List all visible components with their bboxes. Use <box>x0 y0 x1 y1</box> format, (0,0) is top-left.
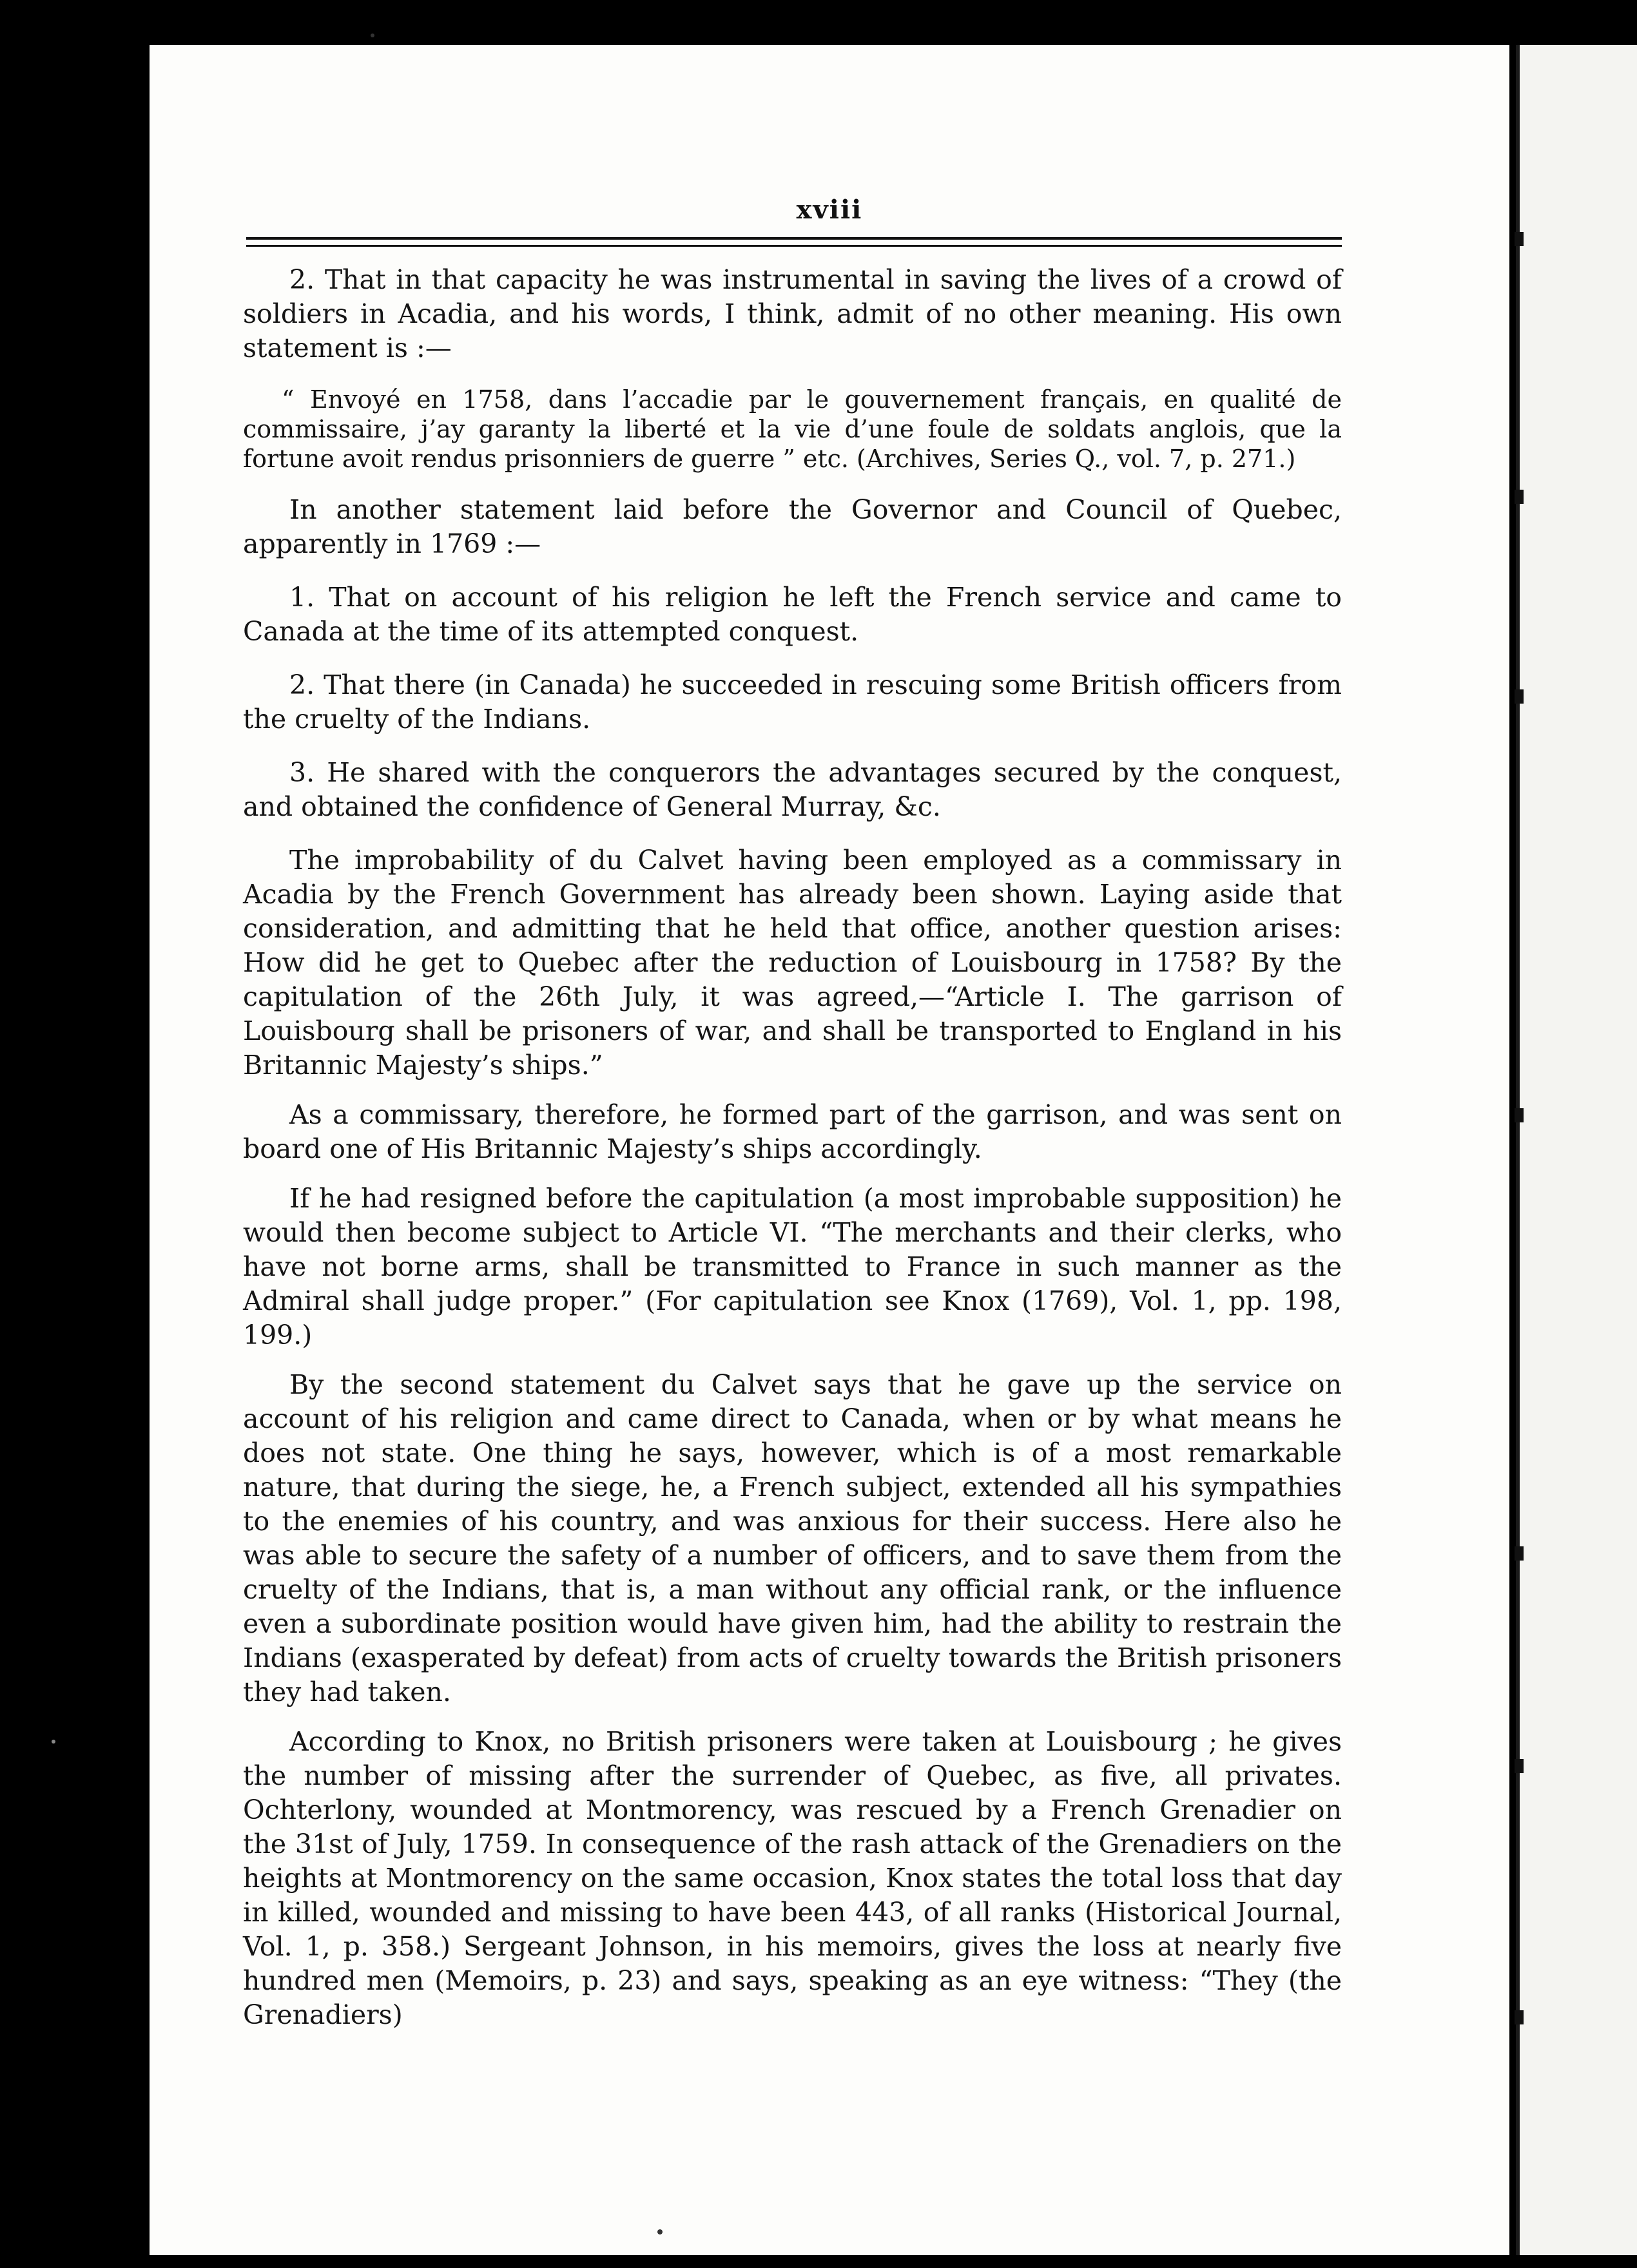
header-rule-bottom <box>246 245 1342 247</box>
body-text <box>243 263 1342 2048</box>
list-item: 3. He shared with the conquerors the advantages secured by the conquest, and obtained the confidence of General Murray, &c. <box>243 757 1342 822</box>
binding-mark <box>1515 689 1524 704</box>
binding-mark <box>1515 2010 1524 2024</box>
paragraph: By the second statement du Calvet says that he gave up the service on account of his religion and came direct to Canada, when or by what means he does not state. One thing he says, however, which is of a most remarkable nature, that during the siege, he, a French subject, extended all his sympathies to the enemies of his country, and was anxious for their success. Here also he was able to secure the safety of a number of officers, and to save them from the cruelty of the Indians, that is, a man without any official rank, or the influence even a subordinate position would have given him, had the ability to restrain the Indians (exasperated by defeat) from acts of cruelty towards the British prisoners they had taken. <box>243 1369 1342 1707</box>
header-rule-top <box>246 237 1342 240</box>
paragraph: 2. That in that capacity he was instrumental in saving the lives of a crowd of soldiers in Acadia, and his words, I think, admit of no other meaning. His own statement is :— <box>243 264 1342 363</box>
paragraph: As a commissary, therefore, he formed part of the garrison, and was sent on board one of His Britannic Majesty’s ships accordingly. <box>243 1099 1342 1164</box>
block-quote: “ Envoyé en 1758, dans l’accadie par le gouvernement français, en qualité de commissaire, j’ay garanty la liberté et la vie d’une foule de soldats anglois, que la fortune avoit rendus prisonniers de guerre ” etc. (Archives, Series Q., vol. 7, p. 271.) <box>243 385 1342 473</box>
binding-mark <box>1515 1759 1524 1773</box>
list-item: 2. That there (in Canada) he succeeded in rescuing some British officers from the cruelty of the Indians. <box>243 669 1342 735</box>
paragraph: If he had resigned before the capitulation (a most improbable supposition) he would then become subject to Article VI. “The merchants and their clerks, who have not borne arms, shall be transmitted to France in such manner as the Admiral shall judge proper.” (For capitulation see Knox (1769), Vol. 1, pp. 198, 199.) <box>243 1183 1342 1350</box>
page-number: xviii <box>796 195 863 225</box>
adjacent-page-edge <box>1516 45 1637 2255</box>
scan-speck <box>657 2229 663 2234</box>
binding-mark <box>1515 490 1524 504</box>
paragraph: The improbability of du Calvet having been employed as a commissary in Acadia by the French Government has already been shown. Laying aside that consideration, and admitting that he held that office, another question arises: How did he get to Quebec after the reduction of Louisbourg in 1758? By the capitulation of the 26th July, it was agreed,—“Article I. The garrison of Louisbourg shall be prisoners of war, and shall be transported to England in his Britannic Majesty’s ships.” <box>243 845 1342 1081</box>
scan-speck <box>371 34 374 37</box>
paragraph: According to Knox, no British prisoners were taken at Louisbourg ; he gives the number of missing after the surrender of Quebec, as five, all privates. Ochterlony, wounded at Montmorency, was rescued by a French Grenadier on the 31st of July, 1759. In consequence of the rash attack of the Grenadiers on the heights at Montmorency on the same occasion, Knox states the total loss that day in killed, wounded and missing to have been 443, of all ranks (Historical Journal, Vol. 1, p. 358.) Sergeant Johnson, in his memoirs, gives the loss at nearly five hundred men (Memoirs, p. 23) and says, speaking as an eye witness: “They (the Grenadiers) <box>243 1726 1342 2030</box>
binding-mark <box>1515 1108 1524 1122</box>
binding-mark <box>1515 232 1524 246</box>
paragraph: In another statement laid before the Governor and Council of Quebec, apparently in 1769 :— <box>243 494 1342 559</box>
book-page <box>150 45 1509 2255</box>
list-item: 1. That on account of his religion he left the French service and came to Canada at the time of its attempted conquest. <box>243 582 1342 647</box>
scan-speck <box>52 1740 55 1744</box>
binding-mark <box>1515 1546 1524 1561</box>
